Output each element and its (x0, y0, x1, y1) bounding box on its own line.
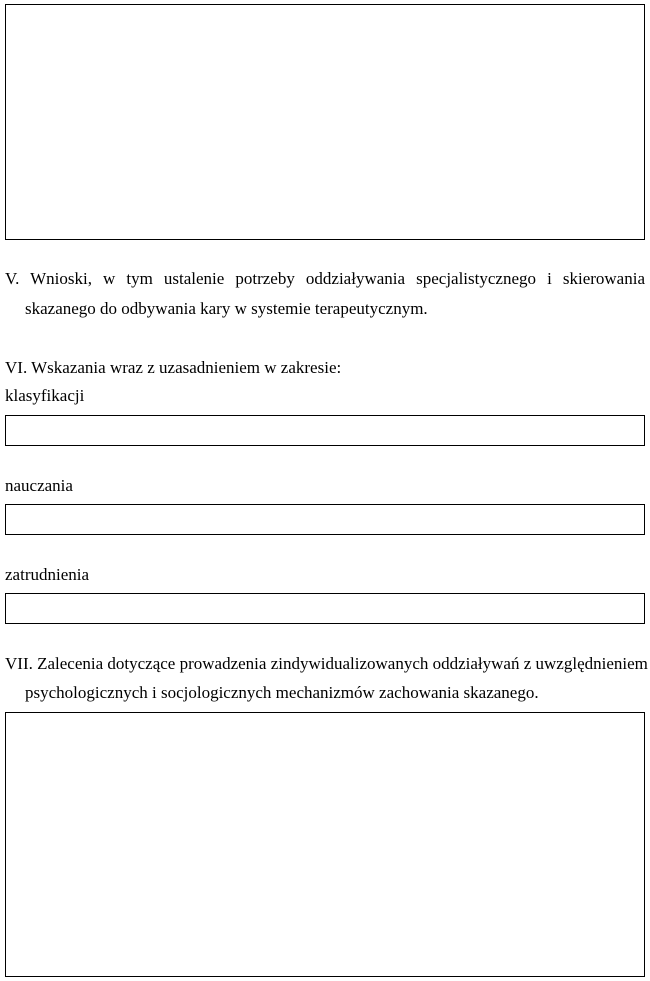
section-vii-heading-line-2: psychologicznych i socjologicznych mechanizmów zachowania skazanego. (25, 683, 539, 702)
education-label: nauczania (5, 476, 73, 495)
employment-label: zatrudnienia (5, 565, 90, 584)
recommendations-answer-box[interactable] (5, 712, 645, 977)
section-v-heading-line-1: V. Wnioski, w tym ustalenie potrzeby oddziaływania specjalistycznego i skierowania (5, 269, 645, 288)
previous-section-answer-box[interactable] (5, 4, 645, 240)
section-vi-heading: VI. Wskazania wraz z uzasadnieniem w zakresie: (5, 358, 342, 377)
classification-field[interactable] (5, 415, 645, 446)
classification-label: klasyfikacji (5, 386, 85, 405)
education-field[interactable] (5, 504, 645, 535)
section-v-heading-line-2: skazanego do odbywania kary w systemie terapeutycznym. (25, 299, 428, 318)
section-vii-heading-line-1: VII. Zalecenia dotyczące prowadzenia zindywidualizowanych oddziaływań z uwzględnieniem (5, 654, 648, 673)
employment-field[interactable] (5, 593, 645, 624)
